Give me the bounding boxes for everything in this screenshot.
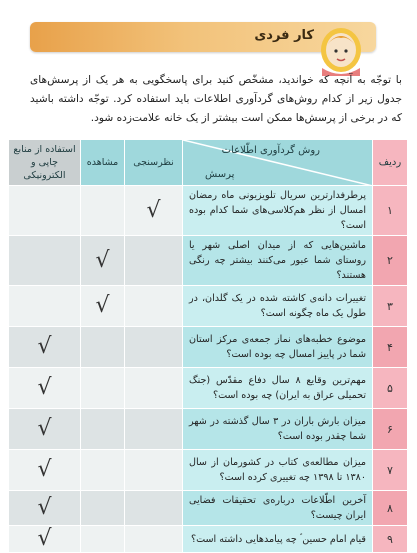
cell-survey[interactable] [125, 491, 183, 526]
cell-sources[interactable] [9, 327, 81, 368]
row-number: ۹ [373, 526, 408, 553]
row-number: ۱ [373, 186, 408, 236]
row-number: ۸ [373, 491, 408, 526]
checkmark-icon: √ [37, 334, 52, 359]
row-question: ماشین‌هایی که از میدان اصلی شهر یا روستای شما عبور می‌کنند بیشتر چه رنگی هستند؟ [183, 236, 373, 286]
cell-observe[interactable] [81, 368, 125, 409]
cell-survey[interactable] [125, 286, 183, 327]
col-observe-header: مشاهده [81, 140, 125, 186]
cell-survey[interactable] [125, 450, 183, 491]
table-row [9, 286, 408, 327]
row-question: قیام امام حسین ؑ چه پیامدهایی داشته است؟ [183, 526, 373, 553]
row-number: ۶ [373, 409, 408, 450]
cell-sources[interactable] [9, 186, 81, 236]
checkmark-icon: √ [37, 495, 52, 520]
cell-observe[interactable] [81, 526, 125, 553]
table-row [9, 450, 408, 491]
cell-observe[interactable] [81, 450, 125, 491]
cell-observe[interactable] [81, 409, 125, 450]
cell-observe[interactable] [81, 186, 125, 236]
cell-survey[interactable] [125, 327, 183, 368]
question-header-label: پرسش [205, 169, 235, 180]
cell-observe[interactable] [81, 491, 125, 526]
row-question: آخرین اطّلاعات درباره‌ی تحقیقات فضایی ایران چیست؟ [183, 491, 373, 526]
cell-observe[interactable] [81, 286, 125, 327]
instructions-text: با توجّه به آنچه که خواندید، مشخّص کنید برای پاسخگویی به هر یک از پرسش‌های جدول زیر از کدام روش‌های گردآوری اطلاعات باید استفاده کرد. توجّه داشته باشید که در برخی از پرسش‌ها ممکن است بیشتر از یک خانه علامت‌زده شود. [30, 73, 402, 124]
section-title: کار فردی [254, 28, 314, 43]
col-row-header: ردیف [373, 140, 408, 186]
row-number: ۷ [373, 450, 408, 491]
col-question-header [183, 140, 373, 186]
cell-observe[interactable] [81, 327, 125, 368]
table-row [9, 526, 408, 553]
checkmark-icon: √ [146, 197, 161, 223]
table-row [9, 186, 408, 236]
cell-sources[interactable] [9, 409, 81, 450]
cell-survey[interactable] [125, 186, 183, 236]
cell-survey[interactable] [125, 236, 183, 286]
row-number: ۵ [373, 368, 408, 409]
cell-survey[interactable] [125, 368, 183, 409]
cell-sources[interactable] [9, 286, 81, 327]
row-number: ۳ [373, 286, 408, 327]
cell-observe[interactable] [81, 236, 125, 286]
table-row [9, 491, 408, 526]
row-number: ۴ [373, 327, 408, 368]
row-number: ۲ [373, 236, 408, 286]
cell-sources[interactable] [9, 368, 81, 409]
checkmark-icon: √ [37, 526, 52, 551]
table-row [9, 368, 408, 409]
row-question: تغییرات دانه‌ی کاشته شده در یک گلدان، در طول یک ماه چگونه است؟ [183, 286, 373, 327]
col-survey-header: نظرسنجی [125, 140, 183, 186]
checkmark-icon: √ [37, 375, 52, 400]
table-row [9, 327, 408, 368]
table-row [9, 236, 408, 286]
cell-sources[interactable] [9, 526, 81, 553]
cell-survey[interactable] [125, 409, 183, 450]
row-question: میزان بارش باران در ۳ سال گذشته در شهر شما چقدر بوده است؟ [183, 409, 373, 450]
cell-sources[interactable] [9, 491, 81, 526]
methods-header-label: روش گردآوری اطّلاعات [221, 145, 320, 156]
row-question: پرطرفدارترین سریال تلویزیونی ماه رمضان امسال از نظر هم‌کلاسی‌های شما کدام بوده است؟ [183, 186, 373, 236]
checkmark-icon: √ [95, 247, 110, 273]
student-avatar-icon [318, 24, 364, 76]
data-collection-table [8, 139, 408, 553]
cell-sources[interactable] [9, 450, 81, 491]
checkmark-icon: √ [37, 457, 52, 482]
section-banner [30, 22, 376, 52]
row-question: موضوع خطبه‌های نماز جمعه‌ی مرکز استان شما در پاییز امسال چه بوده است؟ [183, 327, 373, 368]
checkmark-icon: √ [37, 416, 52, 441]
cell-sources[interactable] [9, 236, 81, 286]
row-question: مهم‌ترین وقایع ۸ سال دفاع مقدّس (جنگ تحمیلی عراق به ایران) چه بوده است؟ [183, 368, 373, 409]
checkmark-icon: √ [95, 293, 110, 318]
col-sources-header: استفاده از منابع چاپی و الکترونیکی [9, 140, 81, 186]
table-row [9, 409, 408, 450]
row-question: میزان مطالعه‌ی کتاب در کشورمان از سال ۱۳۸۰ تا ۱۳۹۸ چه تغییری کرده است؟ [183, 450, 373, 491]
cell-survey[interactable] [125, 526, 183, 553]
